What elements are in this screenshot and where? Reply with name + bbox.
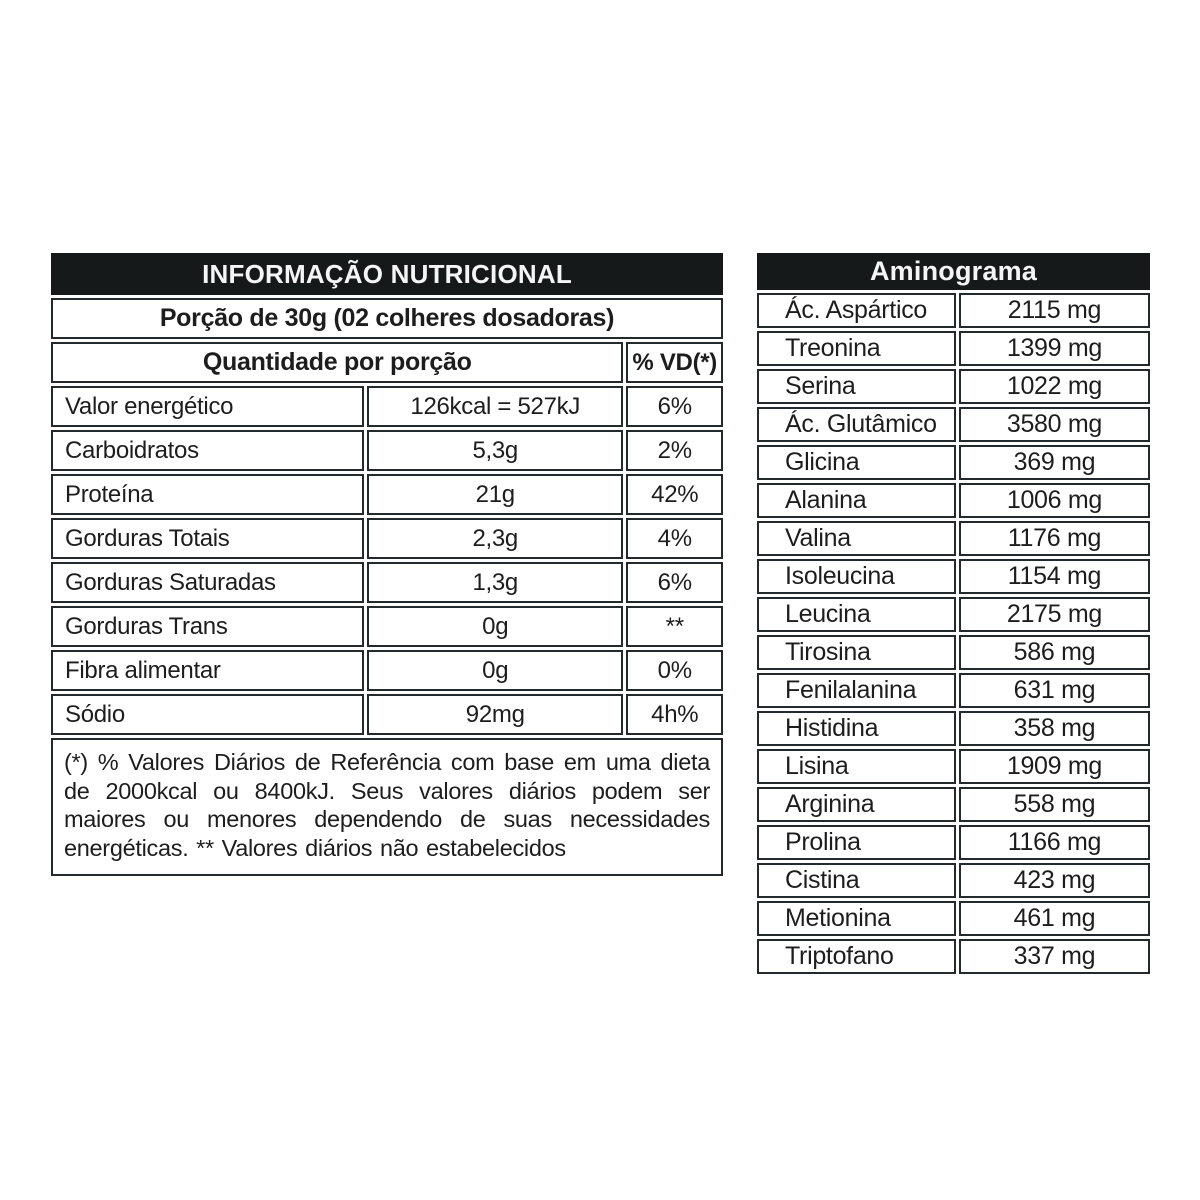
- amino-acid-amount: 631 mg: [959, 673, 1150, 708]
- nutrient-label: Fibra alimentar: [51, 650, 364, 691]
- table-row: [757, 711, 1150, 746]
- aminogram-title-row: [757, 253, 1150, 290]
- serving-row: [51, 298, 723, 339]
- nutrient-value: 21g: [367, 474, 623, 515]
- nutrient-value: 0g: [367, 606, 623, 647]
- nutrient-value: 2,3g: [367, 518, 623, 559]
- nutrient-dv: 0%: [626, 650, 723, 691]
- amino-acid-amount: 1166 mg: [959, 825, 1150, 860]
- nutrient-dv: **: [626, 606, 723, 647]
- footnote-row: [51, 738, 723, 876]
- table-row: [757, 331, 1150, 366]
- table-row: [51, 562, 723, 603]
- table-row: [757, 445, 1150, 480]
- table-row: [757, 597, 1150, 632]
- table-row: [757, 825, 1150, 860]
- nutrient-label: Gorduras Saturadas: [51, 562, 364, 603]
- aminogram-table-title: Aminograma: [757, 253, 1150, 290]
- amino-acid-amount: 1399 mg: [959, 331, 1150, 366]
- nutrition-title-row: [51, 253, 723, 295]
- table-row: [51, 386, 723, 427]
- nutrient-value: 5,3g: [367, 430, 623, 471]
- nutrient-value: 0g: [367, 650, 623, 691]
- table-row: [51, 430, 723, 471]
- amino-acid-label: Treonina: [757, 331, 956, 366]
- nutrient-value: 126kcal = 527kJ: [367, 386, 623, 427]
- amino-acid-amount: 2115 mg: [959, 293, 1150, 328]
- nutrient-dv: 6%: [626, 562, 723, 603]
- table-row: [757, 863, 1150, 898]
- nutrient-dv: 6%: [626, 386, 723, 427]
- nutrition-table-title: INFORMAÇÃO NUTRICIONAL: [51, 253, 723, 295]
- table-row: [51, 650, 723, 691]
- amino-acid-amount: 1022 mg: [959, 369, 1150, 404]
- quantity-column-header: Quantidade por porção: [51, 342, 623, 383]
- table-row: [757, 787, 1150, 822]
- amino-acid-label: Leucina: [757, 597, 956, 632]
- table-row: [757, 407, 1150, 442]
- column-header-row: [51, 342, 723, 383]
- amino-acid-amount: 3580 mg: [959, 407, 1150, 442]
- amino-acid-label: Ác. Aspártico: [757, 293, 956, 328]
- amino-acid-label: Serina: [757, 369, 956, 404]
- daily-values-footnote: (*) % Valores Diários de Referência com base em uma dieta de 2000kcal ou 8400kJ. Seus valores diários podem ser maiores ou menores dependendo de suas necessidades energéticas. ** Valores diários não estabelecidos: [51, 738, 723, 876]
- table-row: [757, 939, 1150, 974]
- nutrient-value: 92mg: [367, 694, 623, 735]
- amino-acid-label: Glicina: [757, 445, 956, 480]
- amino-acid-amount: 558 mg: [959, 787, 1150, 822]
- amino-acid-amount: 2175 mg: [959, 597, 1150, 632]
- daily-value-column-header: % VD(*): [626, 342, 723, 383]
- amino-acid-label: Arginina: [757, 787, 956, 822]
- amino-acid-label: Alanina: [757, 483, 956, 518]
- amino-acid-amount: 1154 mg: [959, 559, 1150, 594]
- table-row: [51, 694, 723, 735]
- nutrient-label: Gorduras Trans: [51, 606, 364, 647]
- table-row: [757, 749, 1150, 784]
- amino-acid-amount: 337 mg: [959, 939, 1150, 974]
- table-row: [51, 606, 723, 647]
- table-row: [51, 518, 723, 559]
- amino-acid-label: Histidina: [757, 711, 956, 746]
- amino-acid-amount: 461 mg: [959, 901, 1150, 936]
- nutrient-label: Gorduras Totais: [51, 518, 364, 559]
- nutrient-value: 1,3g: [367, 562, 623, 603]
- nutrient-label: Sódio: [51, 694, 364, 735]
- amino-acid-amount: 369 mg: [959, 445, 1150, 480]
- table-row: [757, 673, 1150, 708]
- amino-acid-label: Ác. Glutâmico: [757, 407, 956, 442]
- table-row: [757, 559, 1150, 594]
- amino-acid-label: Tirosina: [757, 635, 956, 670]
- nutrient-label: Valor energético: [51, 386, 364, 427]
- table-row: [757, 369, 1150, 404]
- amino-acid-label: Prolina: [757, 825, 956, 860]
- nutrient-label: Proteína: [51, 474, 364, 515]
- amino-acid-label: Metionina: [757, 901, 956, 936]
- amino-acid-label: Fenilalanina: [757, 673, 956, 708]
- serving-size-text: Porção de 30g (02 colheres dosadoras): [51, 298, 723, 339]
- table-row: [757, 635, 1150, 670]
- amino-acid-amount: 358 mg: [959, 711, 1150, 746]
- amino-acid-amount: 423 mg: [959, 863, 1150, 898]
- nutrient-dv: 4h%: [626, 694, 723, 735]
- table-row: [757, 521, 1150, 556]
- table-row: [757, 901, 1150, 936]
- nutrient-dv: 4%: [626, 518, 723, 559]
- nutrient-dv: 2%: [626, 430, 723, 471]
- table-row: [757, 483, 1150, 518]
- amino-acid-label: Triptofano: [757, 939, 956, 974]
- nutrient-dv: 42%: [626, 474, 723, 515]
- amino-acid-amount: 1176 mg: [959, 521, 1150, 556]
- table-row: [51, 474, 723, 515]
- amino-acid-amount: 586 mg: [959, 635, 1150, 670]
- amino-acid-label: Isoleucina: [757, 559, 956, 594]
- amino-acid-label: Cistina: [757, 863, 956, 898]
- nutrient-label: Carboidratos: [51, 430, 364, 471]
- nutrition-facts-table: [48, 250, 726, 879]
- amino-acid-label: Lisina: [757, 749, 956, 784]
- amino-acid-label: Valina: [757, 521, 956, 556]
- aminogram-table: [754, 250, 1153, 977]
- amino-acid-amount: 1006 mg: [959, 483, 1150, 518]
- amino-acid-amount: 1909 mg: [959, 749, 1150, 784]
- table-row: [757, 293, 1150, 328]
